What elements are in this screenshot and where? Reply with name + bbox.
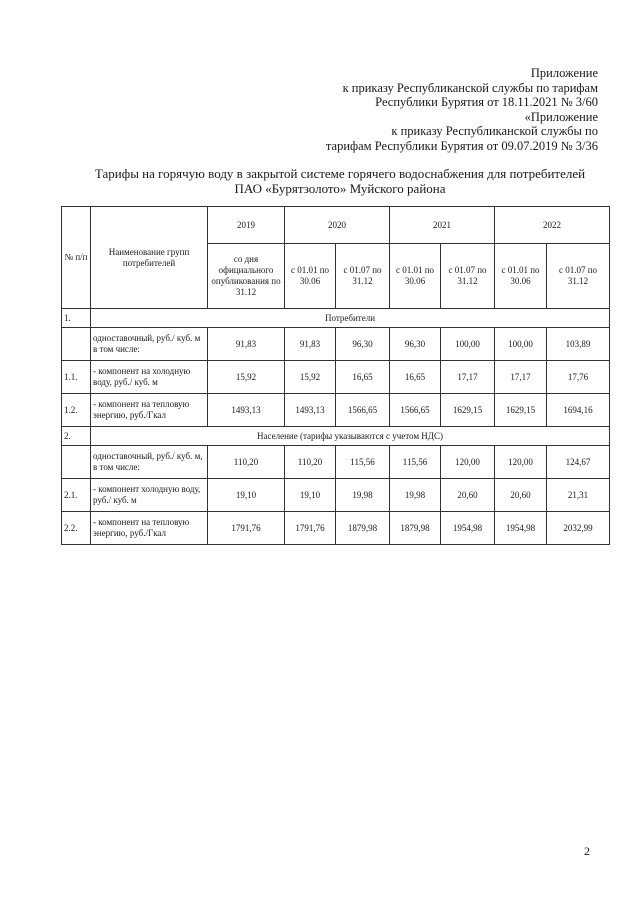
period-header: с 01.01 по 30.06 [495,244,547,309]
table-row [62,446,610,479]
tariff-value: 20,60 [495,479,547,512]
row-name: - компонент на холодную воду, руб./ куб. м [91,361,208,394]
section-row [62,309,610,328]
order-header [326,66,598,153]
section-label: Население (тарифы указываются с учетом НДС) [91,427,610,446]
tariff-value: 1879,98 [336,512,390,545]
row-name: одноставочный, руб./ куб. м, в том числе: [91,446,208,479]
header-line: Приложение [530,66,598,80]
table-row [62,479,610,512]
year-header: 2021 [390,207,495,244]
tariff-value: 91,83 [208,328,285,361]
section-label: Потребители [91,309,610,328]
header-line: Республики Бурятия от 18.11.2021 № 3/60 [375,95,598,109]
tariff-value: 1629,15 [495,394,547,427]
tariff-value: 103,89 [547,328,610,361]
tariff-value: 1954,98 [441,512,495,545]
tariff-value: 1791,76 [285,512,336,545]
row-number: 2.1. [62,479,91,512]
tariff-value: 16,65 [336,361,390,394]
tariff-value: 15,92 [285,361,336,394]
header-line: к приказу Республиканской службы по тарифам [342,80,598,95]
row-number: 2.2. [62,512,91,545]
table-row [62,328,610,361]
tariff-value: 19,98 [390,479,441,512]
table-row [62,512,610,545]
section-1-rows [62,328,610,427]
tariff-value: 19,98 [336,479,390,512]
tariff-value: 20,60 [441,479,495,512]
tariff-value: 110,20 [208,446,285,479]
tariff-value: 115,56 [336,446,390,479]
period-header: с 01.07 по 31.12 [336,244,390,309]
tariff-value: 1629,15 [441,394,495,427]
tariff-value: 96,30 [336,328,390,361]
period-header: с 01.01 по 30.06 [285,244,336,309]
row-name: - компонент холодную воду, руб./ куб. м [91,479,208,512]
col-name-header: Наименование групп потребителей [91,207,208,309]
tariff-value: 1493,13 [285,394,336,427]
tariff-value: 1791,76 [208,512,285,545]
row-name: - компонент на тепловую энергию, руб./Гкал [91,512,208,545]
tariff-value: 100,00 [495,328,547,361]
period-header: со дня официального опубликования по 31.12 [208,244,285,309]
title-line-1: Тарифы на горячую воду в закрытой системе горячего водоснабжения для потребителей [94,166,586,181]
header-row-years [62,207,610,244]
tariff-value: 17,17 [441,361,495,394]
tariff-value: 19,10 [208,479,285,512]
tariff-value: 115,56 [390,446,441,479]
page-number: 2 [584,844,590,858]
row-number: 1.1. [62,361,91,394]
header-line: «Приложение [524,109,598,124]
tariff-value: 110,20 [285,446,336,479]
tariff-value: 17,76 [547,361,610,394]
tariff-value: 17,17 [495,361,547,394]
tariff-value: 120,00 [495,446,547,479]
tariff-value: 1879,98 [390,512,441,545]
row-name: одноставочный, руб./ куб. м в том числе: [91,328,208,361]
section-row [62,427,610,446]
tariff-value: 1694,16 [547,394,610,427]
tariff-value: 120,00 [441,446,495,479]
row-number [62,328,91,361]
tariff-value: 19,10 [285,479,336,512]
year-header: 2022 [495,207,610,244]
section-number: 2. [62,427,91,446]
section-number: 1. [62,309,91,328]
document-title [60,166,620,196]
table-row [62,361,610,394]
tariff-value: 21,31 [547,479,610,512]
tariff-table [61,206,610,545]
tariff-value: 124,67 [547,446,610,479]
tariff-value: 100,00 [441,328,495,361]
section-2-rows [62,446,610,545]
period-header: с 01.01 по 30.06 [390,244,441,309]
year-header: 2019 [208,207,285,244]
row-number: 1.2. [62,394,91,427]
tariff-value: 96,30 [390,328,441,361]
header-line: тарифам Республики Бурятия от 09.07.2019 № 3/36 [325,138,598,153]
table-row [62,394,610,427]
row-number [62,446,91,479]
tariff-value: 1493,13 [208,394,285,427]
tariff-value: 91,83 [285,328,336,361]
title-line-2: ПАО «Бурятзолото» Муйского района [234,181,446,196]
period-header: с 01.07 по 31.12 [547,244,610,309]
tariff-value: 2032,99 [547,512,610,545]
header-line: к приказу Республиканской службы по [391,124,598,138]
tariff-value: 1566,65 [390,394,441,427]
tariff-value: 1566,65 [336,394,390,427]
year-header: 2020 [285,207,390,244]
tariff-value: 15,92 [208,361,285,394]
period-header: с 01.07 по 31.12 [441,244,495,309]
tariff-value: 16,65 [390,361,441,394]
col-number-header: № п/п [62,207,91,309]
tariff-value: 1954,98 [495,512,547,545]
row-name: - компонент на тепловую энергию, руб./Гкал [91,394,208,427]
